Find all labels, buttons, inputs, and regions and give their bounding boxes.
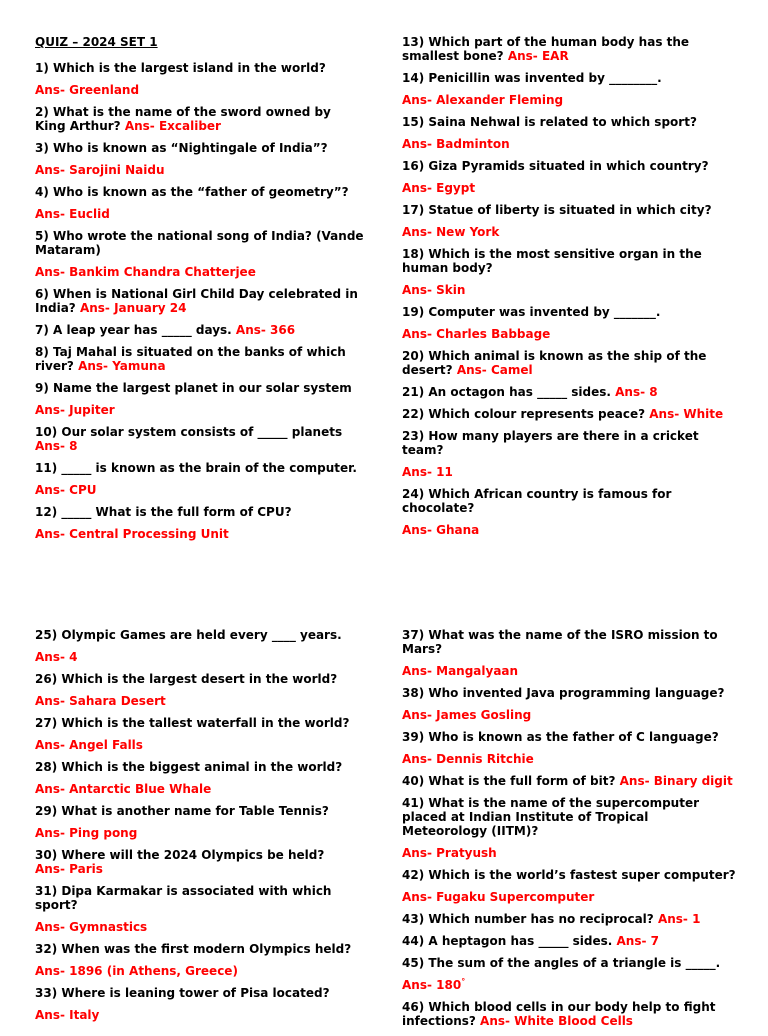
question-text: 1) Which is the largest island in the world? xyxy=(35,61,326,75)
answer-item xyxy=(35,826,365,840)
answer-text: Ans- Central Processing Unit xyxy=(35,527,229,541)
answer-text: Ans- White xyxy=(649,407,724,421)
answer-text: Ans- Mangalyaan xyxy=(402,664,519,678)
question-item xyxy=(35,848,365,876)
question-item xyxy=(402,487,737,515)
question-text: 42) Which is the world’s fastest super computer? xyxy=(402,868,736,882)
question-text: 41) What is the name of the supercomputer placed at Indian Institute of Tropical Meteorology (IITM)? xyxy=(402,796,699,838)
question-text: 4) Who is known as the “father of geometry”? xyxy=(35,185,349,199)
answer-text: Ans- New York xyxy=(402,225,500,239)
question-text: 45) The sum of the angles of a triangle is _____. xyxy=(402,956,721,970)
answer-item xyxy=(35,694,365,708)
answer-text: Ans- Egypt xyxy=(402,181,476,195)
question-item xyxy=(402,934,737,948)
question-item xyxy=(402,730,737,744)
question-text: 16) Giza Pyramids situated in which country? xyxy=(402,159,709,173)
question-item xyxy=(35,628,365,642)
answer-text: Ans- James Gosling xyxy=(402,708,532,722)
question-text: 11) _____ is known as the brain of the computer. xyxy=(35,461,357,475)
column-3 xyxy=(35,628,365,1030)
question-text: 40) What is the full form of bit? xyxy=(402,774,620,788)
question-item xyxy=(402,305,737,319)
question-text: 46) Which blood cells in our body help to fight infections? xyxy=(402,1000,716,1028)
question-text: 18) Which is the most sensitive organ in the human body? xyxy=(402,247,702,275)
answer-text: Ans- Charles Babbage xyxy=(402,327,551,341)
question-item xyxy=(35,461,365,475)
answer-text: Ans- Pratyush xyxy=(402,846,497,860)
answer-text: Ans- Binary digit xyxy=(619,774,733,788)
question-item xyxy=(35,760,365,774)
answer-text: Ans- January 24 xyxy=(79,301,187,315)
answer-item xyxy=(35,920,365,934)
answer-item xyxy=(402,181,737,195)
answer-text: Ans- EAR xyxy=(507,49,569,63)
answer-text: Ans- Skin xyxy=(402,283,466,297)
question-text: 8) Taj Mahal is situated on the banks of which river? xyxy=(35,345,346,373)
question-text: 43) Which number has no reciprocal? xyxy=(402,912,658,926)
question-item xyxy=(35,105,365,133)
answer-item xyxy=(35,403,365,417)
answer-item xyxy=(402,283,737,297)
answer-text: Ans- Excaliber xyxy=(124,119,221,133)
answer-item xyxy=(35,163,365,177)
question-text: 2) What is the name of the sword owned by King Arthur? xyxy=(35,105,331,133)
answer-text: Ans- 4 xyxy=(35,650,78,664)
question-text: 14) Penicillin was invented by ________. xyxy=(402,71,662,85)
question-item xyxy=(402,35,737,63)
question-item xyxy=(35,804,365,818)
question-item xyxy=(35,986,365,1000)
question-text: 15) Saina Nehwal is related to which sport? xyxy=(402,115,697,129)
answer-item xyxy=(402,327,737,341)
question-text: 38) Who invented Java programming language? xyxy=(402,686,725,700)
answer-text: Ans- Euclid xyxy=(35,207,110,221)
answer-item xyxy=(402,664,737,678)
question-text: 12) _____ What is the full form of CPU? xyxy=(35,505,292,519)
answer-text: Ans- 366 xyxy=(235,323,296,337)
answer-text: Ans- 11 xyxy=(402,465,453,479)
question-text: 33) Where is leaning tower of Pisa located? xyxy=(35,986,330,1000)
answer-item xyxy=(402,846,737,860)
question-text: 39) Who is known as the father of C language? xyxy=(402,730,719,744)
quiz-title: QUIZ – 2024 SET 1 xyxy=(35,35,158,49)
question-text: 24) Which African country is famous for chocolate? xyxy=(402,487,672,515)
question-text: 23) How many players are there in a cricket team? xyxy=(402,429,699,457)
question-item xyxy=(35,345,365,373)
question-item xyxy=(35,61,365,75)
question-text: 17) Statue of liberty is situated in which city? xyxy=(402,203,712,217)
answer-text: Ans- 180 xyxy=(402,978,462,992)
answer-text: Ans- Dennis Ritchie xyxy=(402,752,534,766)
answer-item xyxy=(35,527,365,541)
question-text: 28) Which is the biggest animal in the world? xyxy=(35,760,343,774)
answer-text: Ans- Bankim Chandra Chatterjee xyxy=(35,265,256,279)
question-item xyxy=(35,141,365,155)
question-item xyxy=(35,381,365,395)
question-item xyxy=(35,672,365,686)
question-item xyxy=(402,686,737,700)
question-text: 26) Which is the largest desert in the world? xyxy=(35,672,338,686)
answer-text: Ans- Jupiter xyxy=(35,403,115,417)
question-text: 9) Name the largest planet in our solar system xyxy=(35,381,352,395)
question-item xyxy=(35,942,365,956)
question-item xyxy=(402,385,737,399)
question-item xyxy=(35,229,365,257)
column-2 xyxy=(402,35,737,545)
question-text: 22) Which colour represents peace? xyxy=(402,407,650,421)
column-1 xyxy=(35,35,365,549)
question-text: 10) Our solar system consists of _____ planets xyxy=(35,425,343,439)
answer-item xyxy=(402,978,737,992)
question-text: 25) Olympic Games are held every ____ years. xyxy=(35,628,342,642)
question-item xyxy=(402,203,737,217)
question-item xyxy=(402,71,737,85)
question-item xyxy=(402,956,737,970)
question-text: 44) A heptagon has _____ sides. xyxy=(402,934,617,948)
answer-item xyxy=(402,752,737,766)
question-text: 30) Where will the 2024 Olympics be held? xyxy=(35,848,325,862)
question-item xyxy=(402,407,737,421)
answer-text: Ans- Greenland xyxy=(35,83,140,97)
answer-item xyxy=(35,964,365,978)
degree-symbol: ° xyxy=(461,977,466,986)
question-item xyxy=(35,287,365,315)
answer-item xyxy=(35,83,365,97)
question-item xyxy=(35,323,365,337)
question-text: 20) Which animal is known as the ship of the desert? xyxy=(402,349,707,377)
answer-text: Ans- Fugaku Supercomputer xyxy=(402,890,595,904)
answer-text: Ans- 1 xyxy=(657,912,701,926)
question-text: 32) When was the first modern Olympics held? xyxy=(35,942,352,956)
question-item xyxy=(402,628,737,656)
question-item xyxy=(402,868,737,882)
column-4 xyxy=(402,628,737,1036)
question-text: 21) An octagon has _____ sides. xyxy=(402,385,616,399)
question-text: 29) What is another name for Table Tennis? xyxy=(35,804,329,818)
question-item xyxy=(35,716,365,730)
question-text: 6) When is National Girl Child Day celebrated in India? xyxy=(35,287,358,315)
answer-item xyxy=(35,207,365,221)
question-text: 7) A leap year has _____ days. xyxy=(35,323,236,337)
answer-item xyxy=(402,225,737,239)
answer-text: Ans- Italy xyxy=(35,1008,100,1022)
answer-text: Ans- Alexander Fleming xyxy=(402,93,564,107)
question-text: 31) Dipa Karmakar is associated with which sport? xyxy=(35,884,332,912)
answer-item xyxy=(402,523,737,537)
answer-item xyxy=(35,782,365,796)
question-item xyxy=(35,425,365,453)
answer-item xyxy=(35,265,365,279)
answer-text: Ans- Ping pong xyxy=(35,826,138,840)
question-item xyxy=(402,115,737,129)
question-item xyxy=(402,774,737,788)
answer-text: Ans- Badminton xyxy=(402,137,510,151)
question-item xyxy=(35,505,365,519)
answer-item xyxy=(402,465,737,479)
answer-text: Ans- Antarctic Blue Whale xyxy=(35,782,212,796)
answer-item xyxy=(402,708,737,722)
answer-text: Ans- Camel xyxy=(456,363,533,377)
answer-text: Ans- 7 xyxy=(616,934,659,948)
question-item xyxy=(402,796,737,838)
answer-text: Ans- 8 xyxy=(615,385,658,399)
answer-item xyxy=(402,137,737,151)
question-item xyxy=(402,247,737,275)
question-item xyxy=(402,349,737,377)
answer-item xyxy=(35,738,365,752)
question-text: 5) Who wrote the national song of India? (Vande Mataram) xyxy=(35,229,364,257)
question-item xyxy=(402,429,737,457)
answer-text: Ans- Ghana xyxy=(402,523,480,537)
answer-item xyxy=(402,93,737,107)
answer-text: Ans- Sarojini Naidu xyxy=(35,163,165,177)
answer-text: Ans- Paris xyxy=(35,862,103,876)
question-text: 37) What was the name of the ISRO mission to Mars? xyxy=(402,628,718,656)
answer-item xyxy=(35,650,365,664)
question-item xyxy=(402,159,737,173)
answer-item xyxy=(35,483,365,497)
answer-text: Ans- Angel Falls xyxy=(35,738,143,752)
question-item xyxy=(35,884,365,912)
question-item xyxy=(35,185,365,199)
answer-text: Ans- 1896 (in Athens, Greece) xyxy=(35,964,238,978)
answer-item xyxy=(35,1008,365,1022)
answer-text: Ans- CPU xyxy=(35,483,97,497)
question-text: 13) Which part of the human body has the smallest bone? xyxy=(402,35,690,63)
answer-text: Ans- Gymnastics xyxy=(35,920,148,934)
answer-text: Ans- 8 xyxy=(35,439,78,453)
answer-item xyxy=(402,890,737,904)
answer-text: Ans- Sahara Desert xyxy=(35,694,166,708)
answer-text: Ans- Yamuna xyxy=(78,359,166,373)
question-item xyxy=(402,912,737,926)
question-text: 3) Who is known as “Nightingale of India”? xyxy=(35,141,328,155)
question-text: 19) Computer was invented by _______. xyxy=(402,305,661,319)
answer-text: Ans- White Blood Cells xyxy=(480,1014,633,1028)
question-text: 27) Which is the tallest waterfall in the world? xyxy=(35,716,350,730)
